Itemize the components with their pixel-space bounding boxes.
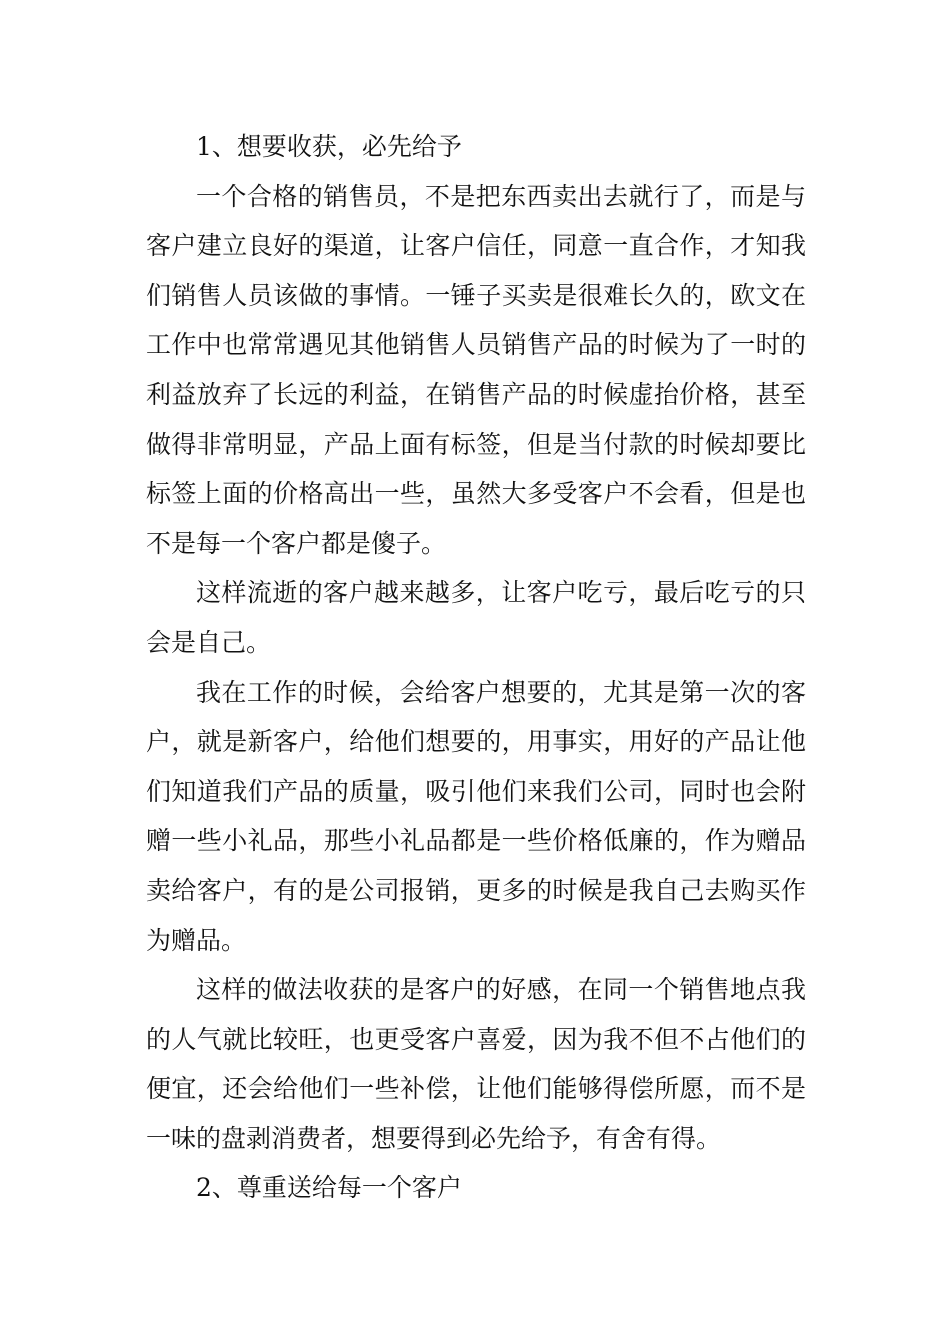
body-paragraph-4: 这样的做法收获的是客户的好感，在同一个销售地点我的人气就比较旺，也更受客户喜爱，因为我不但不占他们的便宜，还会给他们一些补偿，让他们能够得偿所愿，而不是一味的盘剥消费者，想要得到必先给予，有舍有得。 bbox=[146, 975, 806, 1153]
document-body bbox=[146, 122, 806, 1213]
body-paragraph-1: 一个合格的销售员，不是把东西卖出去就行了，而是与客户建立良好的渠道，让客户信任，同意一直合作，才知我们销售人员该做的事情。一锤子买卖是很难长久的，欧文在工作中也常常遇见其他销售人员销售产品的时候为了一时的利益放弃了长远的利益，在销售产品的时候虚抬价格，甚至做得非常明显，产品上面有标签，但是当付款的时候却要比标签上面的价格高出一些，虽然大多受客户不会看，但是也不是每一个客户都是傻子。 bbox=[146, 181, 806, 558]
body-paragraph-2: 这样流逝的客户越来越多，让客户吃亏，最后吃亏的只会是自己。 bbox=[146, 578, 806, 657]
body-paragraph-3: 我在工作的时候，会给客户想要的，尤其是第一次的客户，就是新客户，给他们想要的，用事实，用好的产品让他们知道我们产品的质量，吸引他们来我们公司，同时也会附赠一些小礼品，那些小礼品都是一些价格低廉的，作为赠品卖给客户，有的是公司报销，更多的时候是我自己去购买作为赠品。 bbox=[146, 677, 806, 955]
section-heading-2: 2、尊重送给每一个客户 bbox=[196, 1173, 462, 1203]
section-heading-1: 1、想要收获，必先给予 bbox=[196, 132, 462, 161]
